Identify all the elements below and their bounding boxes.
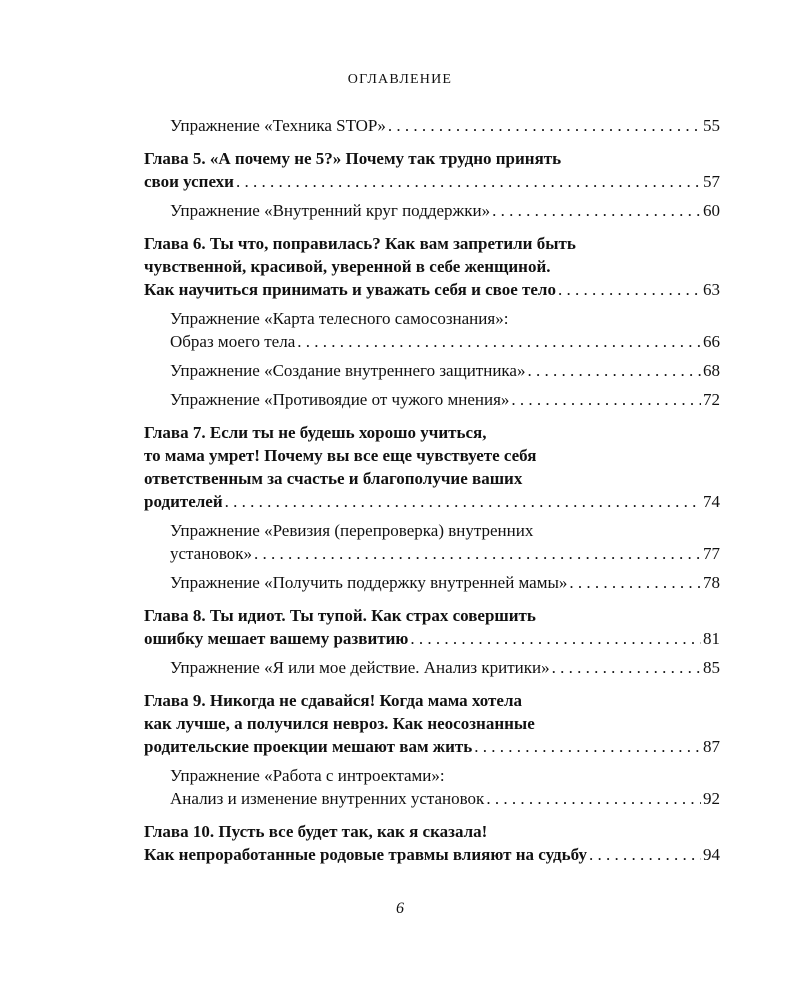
toc-page-number: 85	[703, 658, 720, 677]
toc-entry-last-line	[170, 199, 720, 222]
toc-entry-last-line	[144, 735, 720, 758]
dot-leader	[569, 571, 701, 594]
dot-leader	[410, 627, 701, 650]
toc-page-number: 68	[703, 361, 720, 380]
dot-leader	[297, 330, 701, 353]
dot-leader	[486, 787, 701, 810]
toc-entry-last-line	[144, 490, 720, 513]
toc-entry-line: Упражнение «Ревизия (перепроверка) внутренних	[170, 521, 534, 540]
toc-entry[interactable]	[144, 604, 720, 650]
toc-entry-text: Образ моего тела	[170, 332, 296, 351]
toc-entry-last-line	[170, 787, 720, 810]
toc-entry-last-line	[144, 170, 720, 193]
toc-entry[interactable]	[144, 519, 720, 565]
toc-entry-last-line	[170, 330, 720, 353]
toc-entry-line: Глава 9. Никогда не сдавайся! Когда мама хотела	[144, 691, 522, 710]
dot-leader	[527, 359, 701, 382]
toc-entry[interactable]	[144, 421, 720, 513]
toc-entry-line: ответственным за счастье и благополучие ваших	[144, 469, 523, 488]
toc-entry[interactable]	[144, 764, 720, 810]
toc-page-number: 72	[703, 390, 720, 409]
toc-page-number: 87	[703, 737, 720, 756]
dot-leader	[225, 490, 701, 513]
dot-leader	[474, 735, 701, 758]
dot-leader	[236, 170, 701, 193]
toc-entry[interactable]	[144, 147, 720, 193]
toc-entry-line: Глава 10. Пусть все будет так, как я сказала!	[144, 822, 488, 841]
toc-entry[interactable]	[144, 359, 720, 382]
toc-entry-line: Глава 8. Ты идиот. Ты тупой. Как страх совершить	[144, 606, 536, 625]
dot-leader	[558, 278, 701, 301]
toc-entry-last-line	[144, 843, 720, 866]
toc-entry[interactable]	[144, 689, 720, 758]
toc-entry-text: Упражнение «Внутренний круг поддержки»	[170, 201, 491, 220]
toc-entry[interactable]	[144, 656, 720, 679]
page-number: 6	[396, 900, 404, 917]
toc-entry[interactable]	[144, 307, 720, 353]
toc-entry[interactable]	[144, 388, 720, 411]
toc-entry-text: Как научиться принимать и уважать себя и свое тело	[144, 280, 556, 299]
toc-entry-text: установок»	[170, 544, 252, 563]
toc-page-number: 92	[703, 789, 720, 808]
toc-entry-text: Анализ и изменение внутренних установок	[170, 789, 485, 808]
toc-entry-text: родителей	[144, 492, 223, 511]
toc-entry-text: Упражнение «Я или мое действие. Анализ критики»	[170, 658, 550, 677]
toc-entry[interactable]	[144, 199, 720, 222]
toc-entry-last-line	[170, 114, 720, 137]
toc-entry-last-line	[144, 627, 720, 650]
toc-entry-last-line	[170, 542, 720, 565]
toc-entry-last-line	[170, 388, 720, 411]
toc-entry-text: Упражнение «Противоядие от чужого мнения»	[170, 390, 510, 409]
toc-entry-line: Глава 6. Ты что, поправилась? Как вам запретили быть	[144, 234, 576, 253]
toc-page-number: 66	[703, 332, 720, 351]
toc-page-number: 81	[703, 629, 720, 648]
toc-entry-text: Упражнение «Создание внутреннего защитника»	[170, 361, 526, 380]
toc-page-number: 78	[703, 573, 720, 592]
toc-entry-line: Глава 5. «А почему не 5?» Почему так трудно принять	[144, 149, 562, 168]
table-of-contents	[144, 114, 720, 866]
toc-entry-line: как лучше, а получился невроз. Как неосознанные	[144, 714, 535, 733]
dot-leader	[492, 199, 701, 222]
toc-entry-text: ошибку мешает вашему развитию	[144, 629, 409, 648]
toc-entry-line: то мама умрет! Почему вы все еще чувствуете себя	[144, 446, 537, 465]
toc-page-number: 55	[703, 116, 720, 135]
toc-page-number: 57	[703, 172, 720, 191]
toc-entry-line: Упражнение «Карта телесного самосознания»:	[170, 309, 509, 328]
toc-page-number: 74	[703, 492, 720, 511]
toc-entry-text: родительские проекции мешают вам жить	[144, 737, 473, 756]
toc-entry-line: Упражнение «Работа с интроектами»:	[170, 766, 445, 785]
dot-leader	[254, 542, 701, 565]
toc-entry-last-line	[144, 278, 720, 301]
toc-entry-text: Упражнение «Получить поддержку внутренней мамы»	[170, 573, 568, 592]
toc-page-number: 94	[703, 845, 720, 864]
toc-entry[interactable]	[144, 820, 720, 866]
toc-page-number: 63	[703, 280, 720, 299]
toc-entry-text: Как непроработанные родовые травмы влияют на судьбу	[144, 845, 587, 864]
toc-entry-text: Упражнение «Техника STOP»	[170, 116, 386, 135]
toc-entry[interactable]	[144, 114, 720, 137]
dot-leader	[552, 656, 701, 679]
dot-leader	[589, 843, 701, 866]
toc-entry-last-line	[170, 359, 720, 382]
toc-entry-line: чувственной, красивой, уверенной в себе женщиной.	[144, 257, 551, 276]
toc-entry[interactable]	[144, 232, 720, 301]
toc-page-number: 77	[703, 544, 720, 563]
toc-entry-text: свои успехи	[144, 172, 234, 191]
dot-leader	[388, 114, 701, 137]
toc-page-number: 60	[703, 201, 720, 220]
toc-entry-last-line	[170, 571, 720, 594]
toc-entry-last-line	[170, 656, 720, 679]
toc-entry[interactable]	[144, 571, 720, 594]
dot-leader	[511, 388, 701, 411]
page-title: ОГЛАВЛЕНИЕ	[347, 72, 453, 87]
toc-entry-line: Глава 7. Если ты не будешь хорошо учиться,	[144, 423, 487, 442]
